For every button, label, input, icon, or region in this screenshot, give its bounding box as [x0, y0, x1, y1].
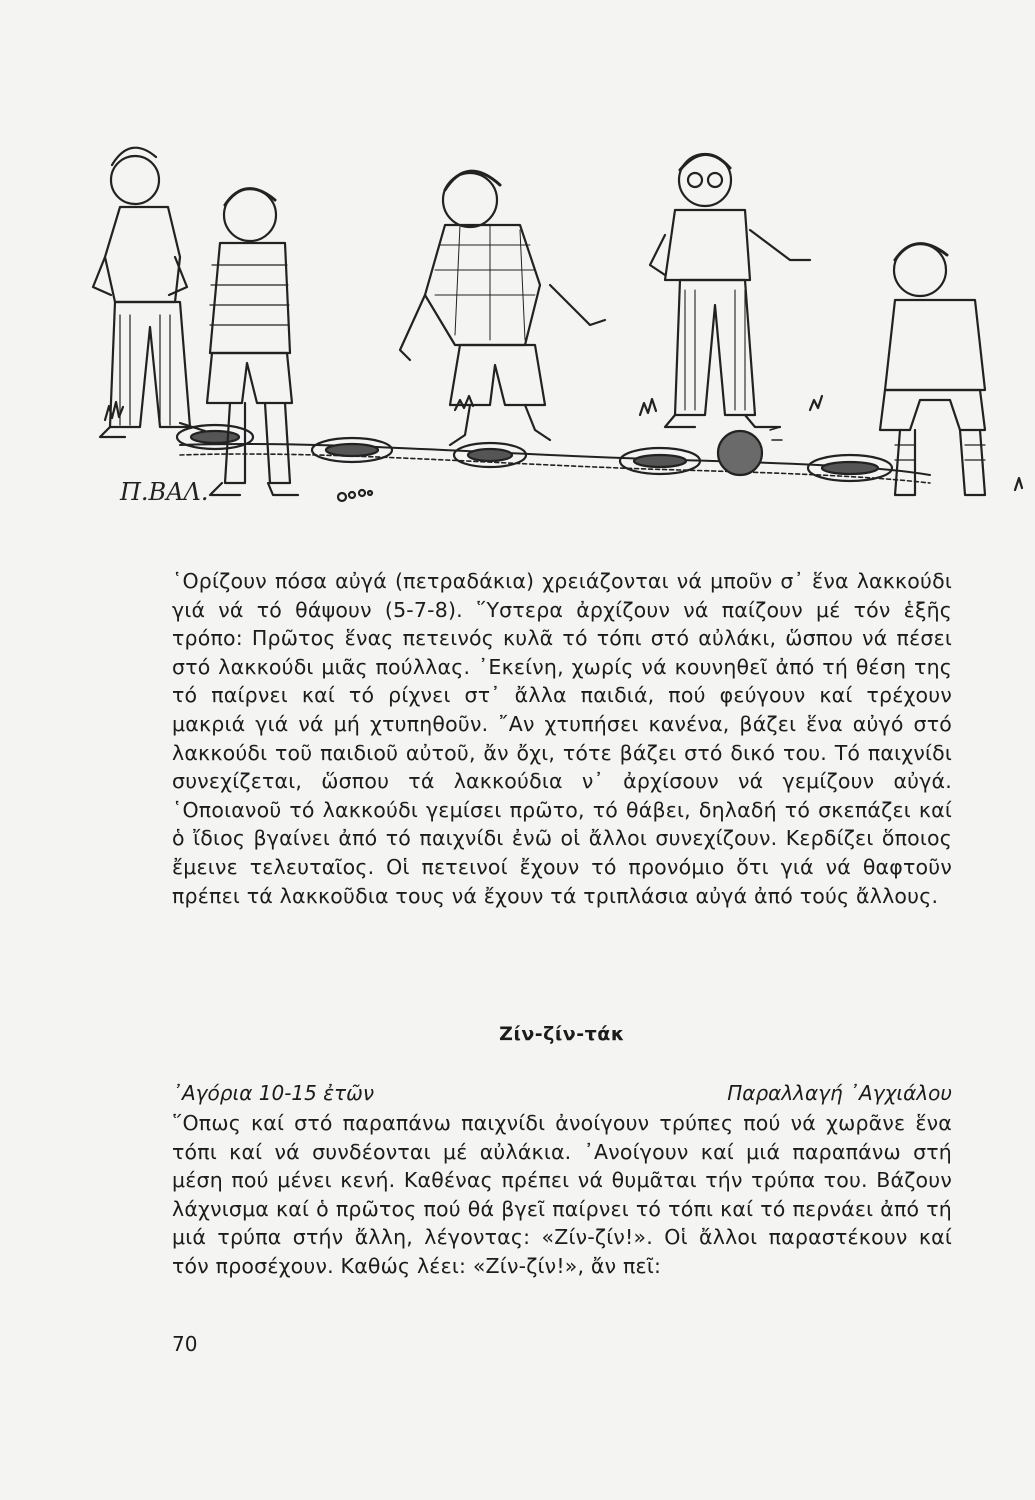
paragraph-text: ῾Ορίζουν πόσα αὐγά (πετραδάκια) χρειάζονται νά μποῦν σ᾿ ἕνα λακκούδι γιά νά τό θάψουν (5-7-8). ῞Υστερα ἀρχίζουν νά παίζουν μέ τόν ἑξῆς τρόπο: Πρῶτος ἕνας πετεινός κυλᾶ τό τόπι στό αὐλάκι, ὥσπου νά πέσει στό λακκούδι μιᾶς πούλλας. ᾿Εκείνη, χωρίς νά κουνηθεῖ ἀπό τή θέση της τό παίρνει καί τό ρίχνει στ᾿ ἄλλα παιδιά, πού φεύγουν καί τρέχουν μακριά γιά νά μή χτυπηθοῦν. ῎Αν χτυπήσει κανένα, βάζει ἕνα αὐγό στό λακκούδι τοῦ παιδιοῦ αὐτοῦ, ἄν ὄχι, τότε βάζει στό δικό του. Τό παιχνίδι συνεχίζεται, ὥσπου τά λακκούδια ν᾿ ἀρχίσουν νά γεμίζουν αὐγά. ῾Οποιανοῦ τό λακκούδι γεμίσει πρῶτο, τό θάβει, δηλαδή τό σκεπάζει καί ὁ ἴδιος βγαίνει ἀπό τό παιχνίδι ἐνῶ οἱ ἄλλοι συνεχίζουν. Κερδίζει ὅποιος ἔμεινε τελευταῖος. Οἱ πετεινοί ἔχουν τό προνόμιο ὅτι γιά νά θαφτοῦν πρέπει τά λακκοῦδια τους νά ἔχουν τά τριπλάσια αὐγά ἀπό τούς ἄλλους. — [172, 569, 952, 908]
section-meta — [172, 1081, 952, 1105]
zin-zin-tak-paragraph — [172, 1109, 952, 1281]
audience-label: ᾿Αγόρια 10-15 ἐτῶν — [172, 1081, 375, 1105]
variant-label: Παραλλαγή ᾿Αγχιάλου — [727, 1081, 952, 1105]
paragraph-text: ῞Οπως καί στό παραπάνω παιχνίδι ἀνοίγουν τρύπες πού νά χωρᾶνε ἕνα τόπι καί νά συνδέονται μέ αὐλάκια. ᾿Ανοίγουν καί μιά παραπάνω στή μέση πού μένει κενή. Καθένας πρέπει νά θυμᾶται τήν τρύπα του. Βάζουν λάχνισμα καί ὁ πρῶτος πού θά βγεῖ παίρνει τό τόπι καί τό περνάει ἀπό τή μιά τρύπα στήν ἄλλη, λέγοντας: «Ζίν-ζίν!». Οἱ ἄλλοι παραστέκουν καί τόν προσέχουν. Καθώς λέει: «Ζίν-ζίν!», ἄν πεῖ: — [172, 1111, 952, 1278]
children-playing-illustration — [80, 125, 1030, 525]
game-description-paragraph — [172, 567, 952, 910]
artist-signature: Π.ΒΑΛ. — [120, 478, 209, 506]
page-number: 70 — [172, 1332, 198, 1356]
section-title: Ζίν-ζίν-τάκ — [499, 1023, 625, 1045]
